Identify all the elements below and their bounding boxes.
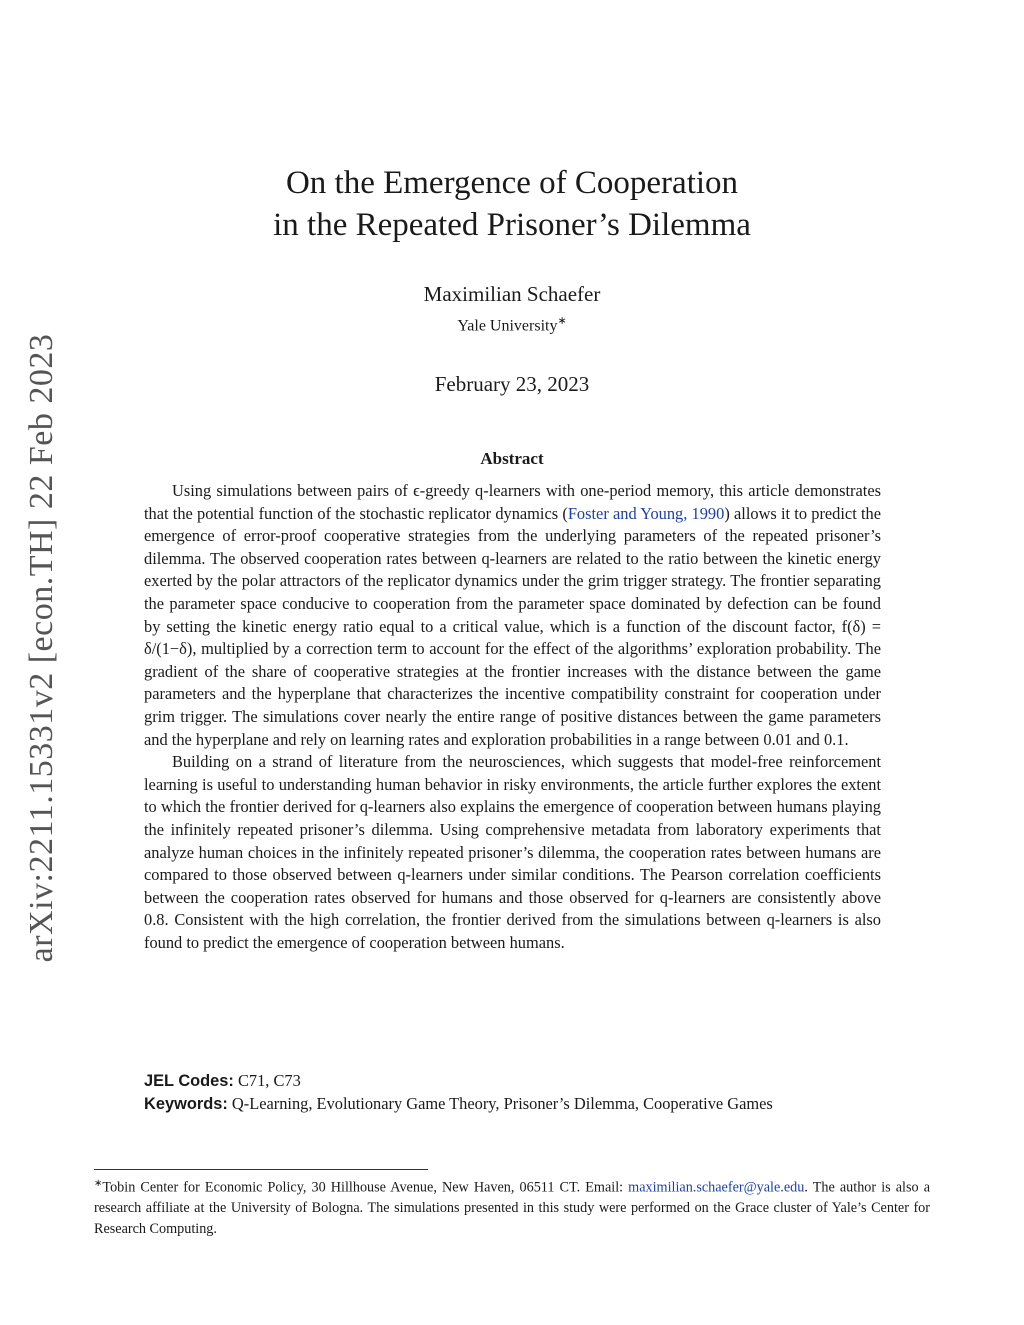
- footnote-text-a: Tobin Center for Economic Policy, 30 Hillhouse Avenue, New Haven, 06511 CT. Email:: [102, 1179, 629, 1196]
- abstract-body: [144, 480, 881, 954]
- footnote-divider: [94, 1169, 428, 1170]
- abstract-paragraph-1: [144, 480, 881, 751]
- footnote: [94, 1174, 930, 1239]
- publication-date: February 23, 2023: [434, 372, 590, 396]
- jel-value: C71, C73: [237, 1071, 301, 1090]
- footnote-mark: ∗: [94, 1178, 103, 1189]
- keywords-value: Q-Learning, Evolutionary Game Theory, Prisoner’s Dilemma, Cooperative Games: [231, 1094, 773, 1113]
- keywords-label: Keywords:: [144, 1095, 228, 1113]
- jel-codes: [144, 1070, 904, 1092]
- abstract-paragraph-2: Building on a strand of literature from the neurosciences, which suggests that model-free reinforcement learning is useful to understanding human behavior in risky environments, the article further explores the extent to which the frontier derived for q-learners also explains the emergence of cooperation between humans playing the infinitely repeated prisoner’s dilemma. Using comprehensive metadata from laboratory experiments that analyze human choices in the infinitely repeated prisoner’s dilemma, the cooperation rates between humans are compared to those observed between q-learners under similar conditions. The Pearson correlation coefficients between the cooperation rates observed for humans and those observed for q-learners are consistently above 0.8. Consistent with the high correlation, the frontier derived from the simulations between q-learners is also found to predict the emergence of cooperation between humans.: [144, 752, 881, 952]
- author-email-link[interactable]: maximilian.schaefer@yale.edu: [628, 1179, 805, 1196]
- affiliation-text: Yale University: [457, 317, 558, 335]
- title-line-2: in the Repeated Prisoner’s Dilemma: [273, 207, 751, 243]
- paper-title: [0, 162, 1024, 246]
- abstract-heading: Abstract: [480, 449, 544, 468]
- title-line-1: On the Emergence of Cooperation: [285, 165, 739, 201]
- jel-label: JEL Codes:: [144, 1072, 234, 1090]
- affiliation-footnote-mark[interactable]: ∗: [557, 315, 567, 327]
- footnote-text-b: . The author is also a research affiliate at the University of Bologna. The simulations presented in this study were performed on the Grace cluster of Yale’s Center for Research Computing.: [94, 1179, 930, 1237]
- author-affiliation: [0, 314, 1024, 335]
- author-name: Maximilian Schaefer: [423, 282, 601, 306]
- abstract-p1-text-a: Using simulations between pairs of ϵ-greedy q-learners with one-period memory, this article demonstrates that the potential function of the stochastic replicator dynamics (: [144, 481, 881, 523]
- citation-link-foster-young[interactable]: Foster and Young, 1990: [567, 503, 725, 523]
- keywords: [144, 1093, 904, 1115]
- arxiv-identifier-stamp: arXiv:2211.15331v2 [econ.TH] 22 Feb 2023: [23, 333, 60, 963]
- abstract-p1-text-b: ) allows it to predict the emergence of error-proof cooperative strategies from the underlying parameters of the repeated prisoner’s dilemma. The observed cooperation rates between q-learners are related to the ratio between the kinetic energy exerted by the polar attractors of the replicator dynamics under the grim trigger strategy. The frontier separating the parameter space conducive to cooperation from the parameter space dominated by defection can be found by setting the kinetic energy ratio equal to a critical value, which is a function of the discount factor, f(δ) = δ/(1−δ), multiplied by a correction term to account for the effect of the algorithms’ exploration probability. The gradient of the share of cooperative strategies at the frontier increases with the distance between the game parameters and the hyperplane that characterizes the incentive compatibility constraint for cooperation under grim trigger. The simulations cover nearly the entire range of positive distances between the game parameters and the hyperplane and rely on learning rates and exploration probabilities in a range between 0.01 and 0.1.: [144, 503, 881, 749]
